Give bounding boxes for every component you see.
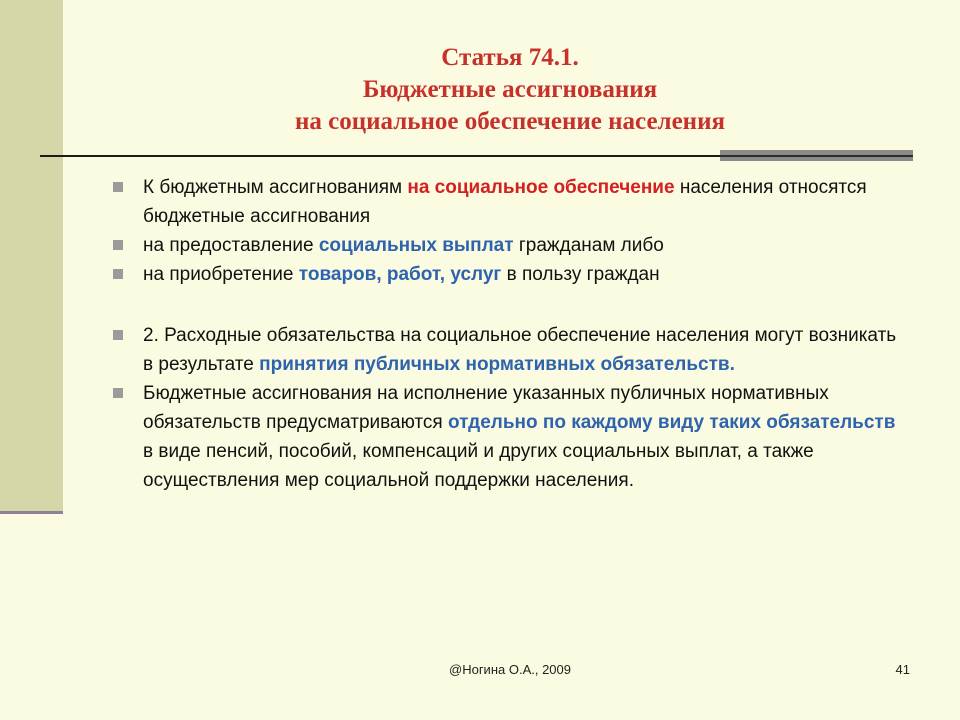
bullet-text: К бюджетным ассигнованиям xyxy=(143,177,408,198)
bullet-item-2 xyxy=(113,231,903,260)
bullet-text: 2. Расходные обязательства на социальное обеспечение населения могут возникать в результате xyxy=(143,325,897,375)
bullet-text: населения относятся бюджетные ассигнования xyxy=(143,177,867,227)
bullet-text: гражданам либо xyxy=(513,235,664,256)
highlight-text: принятия публичных нормативных обязательств. xyxy=(259,354,735,375)
bullet-text: на предоставление xyxy=(143,235,319,256)
bullet-item-4 xyxy=(113,321,903,379)
square-bullet-icon xyxy=(113,240,123,250)
bullet-text: на приобретение xyxy=(143,264,299,285)
title-line-1: Статья 74.1. xyxy=(441,44,579,71)
decorative-side-bar xyxy=(0,0,63,514)
title-line-3: на социальное обеспечение населения xyxy=(294,108,726,135)
title-underline-accent-line xyxy=(720,155,913,157)
bullet-item-5 xyxy=(113,379,903,495)
title-underline xyxy=(40,155,720,157)
footer-author: @Ногина О.А., 2009 xyxy=(449,662,571,677)
bullet-text: в пользу граждан xyxy=(501,264,660,285)
square-bullet-icon xyxy=(113,182,123,192)
title-line-2: Бюджетные ассигнования xyxy=(362,76,658,103)
slide-body xyxy=(113,173,903,495)
highlight-text: на социальное обеспечение xyxy=(407,177,675,198)
highlight-text: товаров, работ, услуг xyxy=(298,264,502,285)
slide-title xyxy=(130,42,890,138)
side-bar-rule xyxy=(0,511,63,514)
highlight-text: социальных выплат xyxy=(318,235,514,256)
square-bullet-icon xyxy=(113,388,123,398)
bullet-item-1 xyxy=(113,173,903,231)
bullet-item-3 xyxy=(113,260,903,289)
highlight-text: отдельно по каждому виду таких обязательств xyxy=(447,412,896,433)
page-number: 41 xyxy=(895,662,910,677)
bullet-text: Бюджетные ассигнования на исполнение указанных публичных нормативных обязательств предусматриваются xyxy=(143,383,829,433)
square-bullet-icon xyxy=(113,269,123,279)
square-bullet-icon xyxy=(113,330,123,340)
bullet-text: в виде пенсий, пособий, компенсаций и других социальных выплат, а также осуществления мер социальной поддержки населения. xyxy=(143,441,814,491)
